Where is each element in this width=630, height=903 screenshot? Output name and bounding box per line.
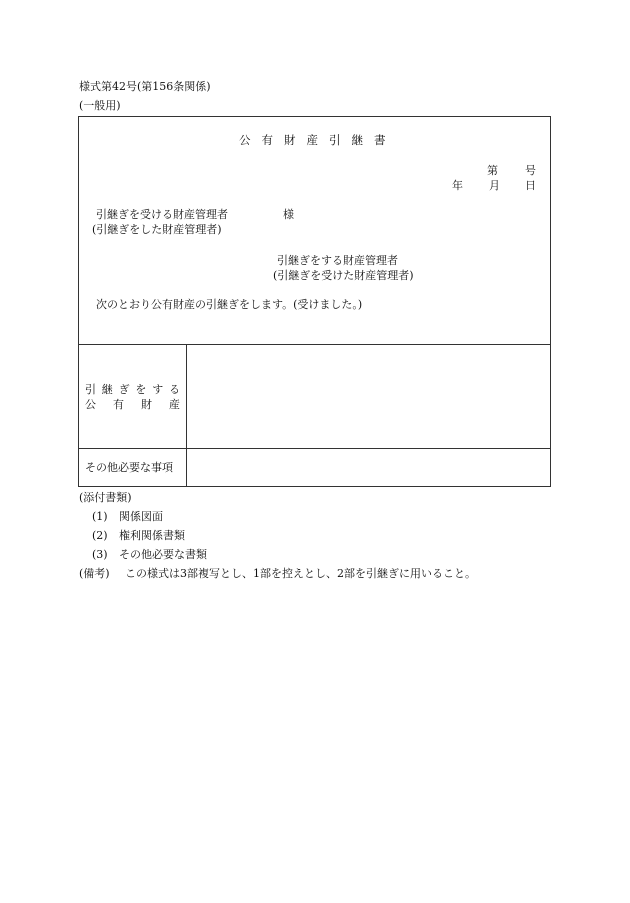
attachment-num: (2) xyxy=(92,529,108,542)
row1-label-char: す xyxy=(152,383,164,396)
row1-label-char: 引 xyxy=(85,383,96,396)
row1-value-cell[interactable] xyxy=(191,349,546,439)
number-go: 号 xyxy=(525,164,536,177)
body-text: 次のとおり公有財産の引継ぎをします。(受けました。) xyxy=(96,298,363,311)
row1-label-char: 産 xyxy=(169,398,180,411)
row2-value-cell[interactable] xyxy=(191,453,546,481)
date-year: 年 xyxy=(452,179,463,192)
divider-top xyxy=(79,344,550,345)
number-dai: 第 xyxy=(487,164,498,177)
attachment-text: 権利関係書類 xyxy=(119,529,185,542)
recipient-line: 引継ぎを受ける財産管理者 xyxy=(96,208,228,221)
recipient-alt: (引継ぎをした財産管理者) xyxy=(92,223,222,236)
date-day: 日 xyxy=(525,179,536,192)
attachment-num: (3) xyxy=(92,548,108,561)
divider-middle xyxy=(79,448,550,449)
form-box xyxy=(78,116,551,487)
row1-label-char: 継 xyxy=(101,383,113,396)
remarks-label: (備考) xyxy=(79,567,110,580)
row1-label-char: 有 xyxy=(113,398,124,411)
remarks-text: この様式は3部複写とし、1部を控えとし、2部を引継ぎに用いること。 xyxy=(125,567,476,580)
row1-label-char: を xyxy=(135,383,147,396)
sender-alt: (引継ぎを受けた財産管理者) xyxy=(273,269,414,282)
table-column-divider xyxy=(186,344,187,487)
row1-label-char: 公 xyxy=(85,398,96,411)
row1-label-char: ぎ xyxy=(118,383,130,396)
attachments-heading: (添付書類) xyxy=(79,491,132,504)
row2-label: その他必要な事項 xyxy=(85,461,173,474)
document-title: 公有財産引継書 xyxy=(239,133,397,147)
attachment-text: その他必要な書類 xyxy=(119,548,207,561)
row1-label-line2 xyxy=(85,398,180,412)
attachment-num: (1) xyxy=(92,510,108,523)
recipient-honorific: 様 xyxy=(283,208,294,221)
row1-label-char: る xyxy=(168,383,180,396)
form-number: 様式第42号(第156条関係) xyxy=(79,80,211,93)
usage-note: (一般用) xyxy=(79,99,121,112)
date-month: 月 xyxy=(489,179,500,192)
row1-label-line1 xyxy=(85,383,180,397)
row1-label-char: 財 xyxy=(141,398,152,411)
attachment-text: 関係図面 xyxy=(119,510,163,523)
sender-line: 引継ぎをする財産管理者 xyxy=(277,254,398,267)
